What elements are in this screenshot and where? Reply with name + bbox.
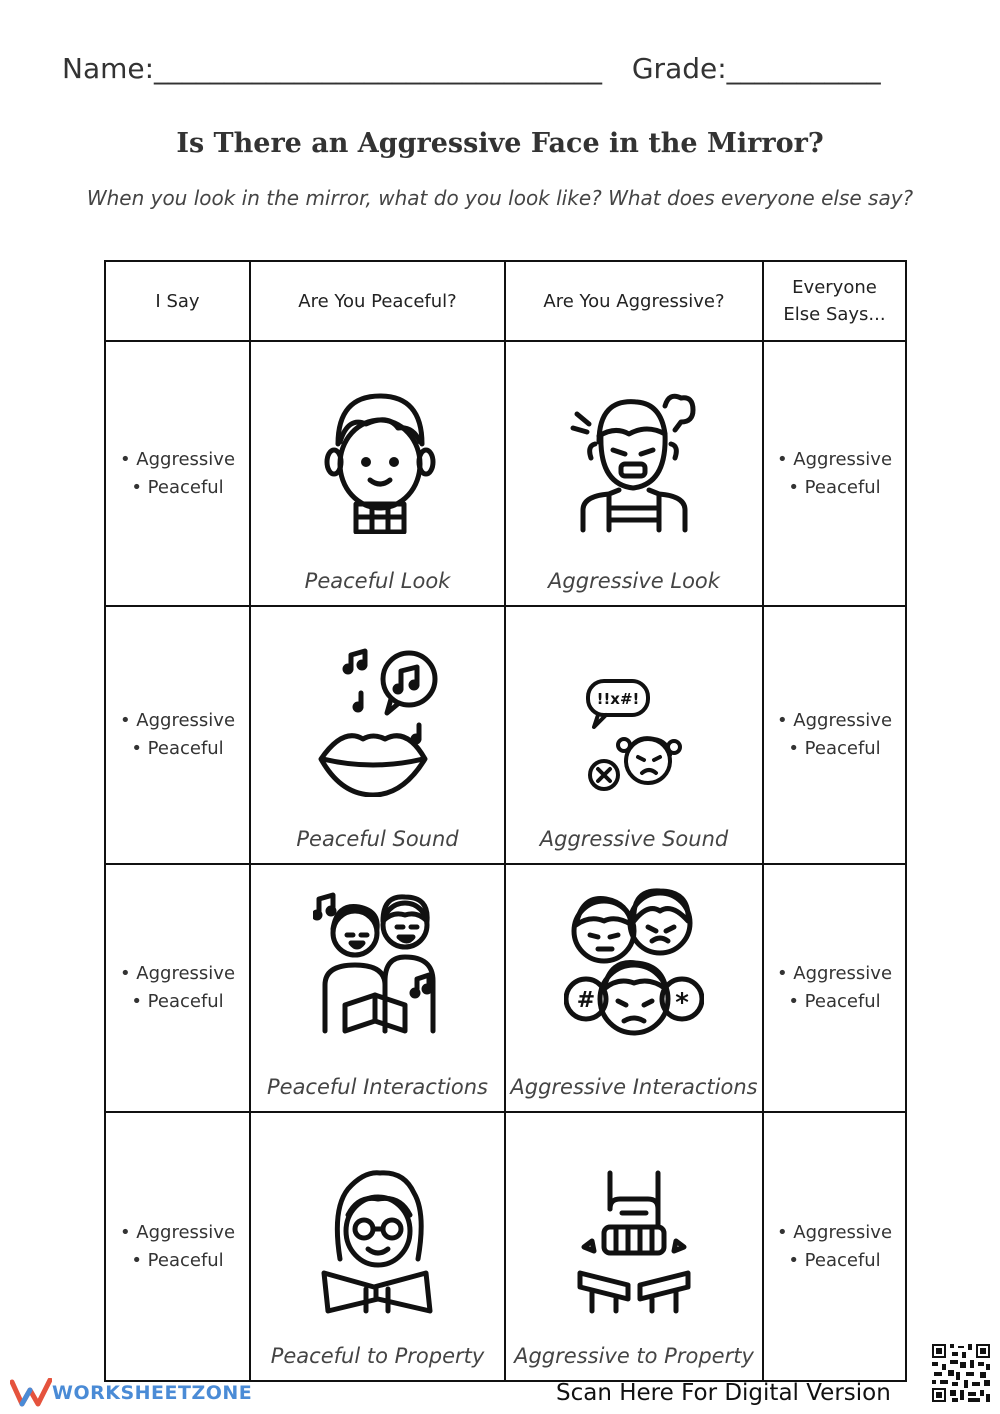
peaceful-sound-cell [250, 606, 505, 864]
everyone-says-options [763, 864, 906, 1112]
i-say-options [105, 341, 250, 606]
i-say-options [105, 1112, 250, 1381]
everyone-says-options [763, 1112, 906, 1381]
aggressive-property-cell [505, 1112, 763, 1381]
peaceful-look-caption: Peaceful Look [304, 569, 451, 593]
option-peaceful[interactable]: • Peaceful [131, 738, 224, 759]
option-peaceful[interactable]: • Peaceful [788, 738, 881, 759]
breaking-stick-icon [574, 1169, 694, 1315]
i-say-options [105, 864, 250, 1112]
table-row [105, 606, 906, 864]
option-aggressive[interactable]: • Aggressive [776, 1221, 893, 1243]
name-field-label[interactable]: Name:________________________________ [62, 52, 603, 85]
everyone-says-options [763, 341, 906, 606]
peaceful-interactions-caption: Peaceful Interactions [266, 1075, 488, 1099]
header-fields [62, 52, 932, 85]
scan-instruction: Scan Here For Digital Version [556, 1380, 891, 1406]
option-peaceful[interactable]: • Peaceful [788, 1249, 881, 1271]
aggressive-interactions-caption: Aggressive Interactions [510, 1075, 758, 1099]
peaceful-property-cell [250, 1112, 505, 1381]
option-aggressive[interactable]: • Aggressive [776, 448, 893, 470]
option-peaceful[interactable]: • Peaceful [131, 476, 224, 498]
option-aggressive[interactable]: • Aggressive [119, 963, 236, 984]
option-aggressive[interactable]: • Aggressive [119, 1221, 236, 1243]
table-row [105, 864, 906, 1112]
page-title: Is There an Aggressive Face in the Mirror? [176, 128, 824, 159]
choir-icon [313, 885, 443, 1035]
svg-text:#: # [576, 988, 596, 1013]
header-i-say: I Say [105, 261, 250, 341]
option-peaceful[interactable]: • Peaceful [788, 991, 881, 1012]
aggressive-property-caption: Aggressive to Property [514, 1344, 754, 1368]
aggressive-sound-caption: Aggressive Sound [539, 827, 729, 851]
header-peaceful: Are You Peaceful? [250, 261, 505, 341]
brand-logo [10, 1378, 252, 1408]
i-say-options [105, 606, 250, 864]
table-row [105, 1112, 906, 1381]
option-peaceful[interactable]: • Peaceful [131, 1249, 224, 1271]
qr-code-icon[interactable] [930, 1342, 992, 1404]
grade-field-label[interactable]: Grade:___________ [631, 52, 881, 85]
option-peaceful[interactable]: • Peaceful [788, 476, 881, 498]
option-aggressive[interactable]: • Aggressive [119, 710, 236, 731]
shouting-girl-icon [584, 677, 684, 797]
worksheet-table [104, 260, 907, 1382]
header-aggressive: Are You Aggressive? [505, 261, 763, 341]
aggressive-interactions-cell [505, 864, 763, 1112]
brand-name: WORKSHEETZONE [52, 1382, 253, 1404]
peaceful-interactions-cell [250, 864, 505, 1112]
header-everyone-says: Everyone Else Says... [763, 261, 906, 341]
aggressive-look-cell [505, 341, 763, 606]
everyone-says-options [763, 606, 906, 864]
peaceful-sound-caption: Peaceful Sound [296, 827, 459, 851]
arguing-group-icon [564, 881, 704, 1047]
page-subtitle: When you look in the mirror, what do you look like? What does everyone else say? [86, 186, 914, 210]
option-aggressive[interactable]: • Aggressive [776, 710, 893, 731]
reading-girl-icon [318, 1169, 438, 1315]
worksheetzone-logo-icon [10, 1378, 52, 1408]
option-peaceful[interactable]: • Peaceful [131, 991, 224, 1012]
aggressive-sound-cell [505, 606, 763, 864]
peaceful-property-caption: Peaceful to Property [270, 1344, 485, 1368]
peaceful-look-cell [250, 341, 505, 606]
svg-text:*: * [675, 988, 689, 1018]
calm-boy-icon [318, 384, 438, 534]
aggressive-look-caption: Aggressive Look [548, 569, 720, 593]
singing-lips-icon [313, 647, 443, 797]
svg-text:!!x#!: !!x#! [596, 690, 640, 708]
option-aggressive[interactable]: • Aggressive [776, 963, 893, 984]
option-aggressive[interactable]: • Aggressive [119, 448, 236, 470]
angry-boy-icon [569, 384, 699, 534]
table-row [105, 341, 906, 606]
table-header-row [105, 261, 906, 341]
